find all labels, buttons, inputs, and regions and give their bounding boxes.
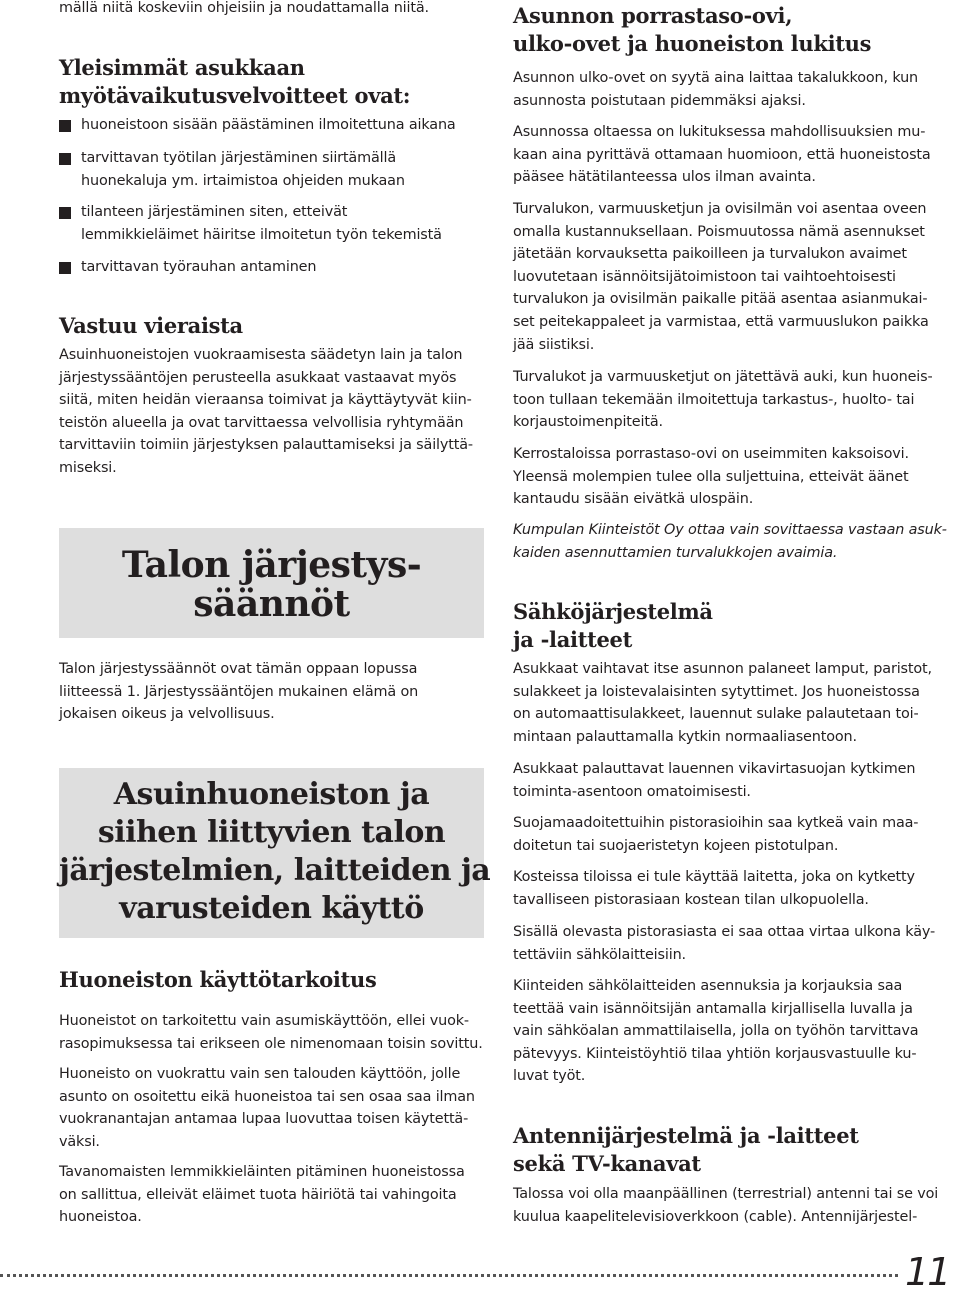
purpose-paragraph <box>59 1161 465 1229</box>
doors-italic-note <box>513 519 947 564</box>
bullet-square-icon <box>59 207 71 219</box>
text-line: kantaudu sisään eivätkä ulospäin. <box>513 491 754 508</box>
text-line: on sallittua, elleivät eläimet tuota häiriötä tai vahingoita <box>59 1186 457 1203</box>
footer-dotted-rule <box>0 1274 898 1277</box>
text-line: Tavanomaisten lemmikkieläinten pitäminen huoneistossa <box>59 1164 465 1180</box>
text-line: tettäviin sähkölaitteisiin. <box>513 946 686 963</box>
bullet-text: tarvittavan työrauhan antaminen <box>81 259 317 275</box>
text-line: Asunnon ulko-ovet on syytä aina laittaa takalukkoon, kun <box>513 70 919 86</box>
text-line: Kumpulan Kiinteistöt Oy ottaa vain sovittaessa vastaan asuk- <box>513 522 947 538</box>
bullet-text: tarvittavan työtilan järjestäminen siirtämällä <box>81 150 396 166</box>
text-line: Huoneisto on vuokrattu vain sen talouden käyttöön, jolle <box>59 1066 461 1082</box>
text-line: jokaisen oikeus ja velvollisuus. <box>59 706 275 723</box>
text-line: Asukkaat palauttavat lauennen vikavirtasuojan kytkimen <box>513 761 916 777</box>
text-line: asunnosta poistutaan pidemmäksi ajaksi. <box>513 92 806 109</box>
text-line: kaan aina pyrittävä ottamaan huomioon, että huoneistosta <box>513 146 931 163</box>
text-line: tavalliseen pistorasiaan kostean tilan ulkopuolella. <box>513 891 869 908</box>
guests-paragraph <box>59 344 473 480</box>
electric-paragraph <box>513 866 915 911</box>
electric-paragraph <box>513 758 915 803</box>
rules-title <box>59 528 484 624</box>
text-line: järjestyssääntöjen perusteella asukkaat vastaavat myös <box>59 369 457 386</box>
electric-heading-line: Sähköjärjestelmä <box>513 599 713 624</box>
electric-heading <box>513 598 713 654</box>
electric-paragraph <box>513 921 935 966</box>
usage-title-line: siihen liittyvien talon <box>97 815 446 850</box>
text-line: Sisällä olevasta pistorasiasta ei saa ottaa virtaa ulkona käy- <box>513 924 936 940</box>
electric-paragraph <box>513 658 932 748</box>
bullet-square-icon <box>59 262 71 274</box>
text-line: Turvalukon, varmuusketjun ja ovisilmän voi asentaa oveen <box>513 201 927 217</box>
text-line: jää siistiksi. <box>513 336 595 353</box>
doors-heading-line: ulko-ovet ja huoneiston lukitus <box>513 31 872 56</box>
bullet-square-icon <box>59 120 71 132</box>
text-line: Turvalukot ja varmuusketjut on jätettävä auki, kun huoneis- <box>513 369 933 385</box>
text-line: turvalukon ja ovisilmän paikalle pitää asentaa asianmukai- <box>513 291 928 308</box>
obligations-heading-line: Yleisimmät asukkaan <box>59 55 305 80</box>
rules-title-line: säännöt <box>193 583 350 625</box>
text-line: Asuinhuoneistojen vuokraamisesta säädetyn lain ja talon <box>59 347 463 363</box>
text-line: rasopimuksessa tai erikseen ole nimenomaan toisin sovittu. <box>59 1035 483 1052</box>
text-line: asunto on osoitettu eikä huoneistoa tai sen osaa saa ilman <box>59 1088 475 1105</box>
doors-paragraph <box>513 198 929 356</box>
doors-paragraph <box>513 67 918 112</box>
bullet-square-icon <box>59 153 71 165</box>
text-line: Kerrostaloissa porrastaso-ovi on useimmiten kaksoisovi. <box>513 446 909 462</box>
text-line: Suojamaadoitettuihin pistorasioihin saa kytkeä vain maa- <box>513 815 919 831</box>
obligations-heading <box>59 54 410 110</box>
rules-title-line: Talon järjestys- <box>121 544 422 586</box>
text-line: Talossa voi olla maanpäällinen (terrestrial) antenni tai se voi <box>513 1186 939 1202</box>
text-line: toon tullaan tekemään ilmoitettuja tarkastus-, huolto- tai <box>513 391 915 408</box>
usage-title-line: Asuinhuoneiston ja <box>113 777 430 812</box>
usage-title-line: varusteiden käyttö <box>119 891 424 926</box>
text-line: Talon järjestyssäännöt ovat tämän oppaan lopussa <box>59 661 418 677</box>
obligations-heading-line: myötävaikutusvelvoitteet ovat: <box>59 83 411 108</box>
text-line: teettää vain isännöitsijän antamalla kirjallisella luvalla ja <box>513 1000 913 1017</box>
rules-paragraph <box>59 658 418 726</box>
bullet-text: huonekaluja ym. irtaimistoa ohjeiden mukaan <box>81 172 405 189</box>
text-line: sulakkeet ja loistevalaisinten sytyttimet. Jos huoneistossa <box>513 683 920 700</box>
text-line: doitetun tai suojaeristetyn kojeen pistotulpan. <box>513 837 839 854</box>
usage-title-line: järjestelmien, laitteiden ja <box>59 853 491 888</box>
text-line: mintaan palauttamalla kytkin normaaliasentoon. <box>513 728 857 745</box>
text-line: siitä, miten heidän vieraansa toimivat ja käyttäytyvät kiin- <box>59 392 472 409</box>
text-line: väksi. <box>59 1133 100 1150</box>
bullet-text: lemmikkieläimet häiritse ilmoitetun työn tekemistä <box>81 226 442 243</box>
text-line: korjaustoimenpiteitä. <box>513 414 663 431</box>
antenna-paragraph <box>513 1183 938 1228</box>
doors-heading <box>513 2 871 58</box>
purpose-paragraph <box>59 1010 483 1055</box>
text-line: Huoneistot on tarkoitettu vain asumiskäyttöön, ellei vuok- <box>59 1013 469 1029</box>
text-line: omalla kustannuksellaan. Poismuutossa nämä asennukset <box>513 223 925 240</box>
electric-paragraph <box>513 975 918 1088</box>
electric-heading-line: ja -laitteet <box>513 627 633 652</box>
page-number: 11 <box>905 1250 950 1294</box>
electric-paragraph <box>513 812 918 857</box>
rules-title-band <box>59 528 484 638</box>
text-line: Yleensä molempien tulee olla suljettuina, etteivät äänet <box>513 468 909 485</box>
text-line: toiminta-asentoon omatoimisesti. <box>513 783 751 800</box>
text-line: Asukkaat vaihtavat itse asunnon palaneet lamput, paristot, <box>513 661 932 677</box>
text-line: Asunnossa oltaessa on lukituksessa mahdollisuuksien mu- <box>513 124 926 140</box>
doors-heading-line: Asunnon porrastaso-ovi, <box>513 3 793 28</box>
text-line: miseksi. <box>59 459 117 476</box>
usage-title <box>59 768 491 928</box>
antenna-heading-line: Antennijärjestelmä ja -laitteet <box>513 1123 859 1148</box>
doors-paragraph <box>513 366 933 434</box>
intro-line: mällä niitä koskeviin ohjeisiin ja noudattamalla niitä. <box>59 0 429 16</box>
guests-heading: Vastuu vieraista <box>59 313 243 338</box>
text-line: pääsee hätätilanteessa ulos ilman avainta. <box>513 169 816 186</box>
text-line: Kosteissa tiloissa ei tule käyttää laitetta, joka on kytketty <box>513 869 915 885</box>
bullet-text: huoneistoon sisään päästäminen ilmoitettuna aikana <box>81 117 456 133</box>
text-line: jätetään korvauksetta paikoilleen ja turvalukon avaimet <box>513 246 907 263</box>
text-line: Kiinteiden sähkölaitteiden asennuksia ja korjauksia saa <box>513 978 903 994</box>
usage-title-band <box>59 768 491 938</box>
text-line: luvat työt. <box>513 1068 586 1085</box>
antenna-heading-line: sekä TV-kanavat <box>513 1151 701 1176</box>
text-line: kuulua kaapelitelevisioverkkoon (cable). Antennijärjestel- <box>513 1208 918 1225</box>
purpose-paragraph <box>59 1063 475 1153</box>
bullet-text: tilanteen järjestäminen siten, etteivät <box>81 204 348 220</box>
text-line: liitteessä 1. Järjestyssääntöjen mukainen elämä on <box>59 683 419 700</box>
text-line: luovutetaan isännöitsijätoimistoon tai vaihtoehtoisesti <box>513 268 896 285</box>
text-line: on automaattisulakkeet, lauennut sulake palautetaan toi- <box>513 706 919 723</box>
text-line: huoneistoa. <box>59 1209 142 1226</box>
text-line: kaiden asennuttamien turvalukkojen avaimia. <box>513 544 838 561</box>
antenna-heading <box>513 1122 859 1178</box>
text-line: set peitekappaleet ja varmistaa, että varmuuslukon paikka <box>513 313 929 330</box>
text-line: teistön alueella ja ovat tarvittaessa velvollisia ryhtymään <box>59 414 464 431</box>
text-line: vuokranantajan antamaa lupaa luovuttaa toisen käytettä- <box>59 1111 469 1128</box>
purpose-heading: Huoneiston käyttötarkoitus <box>59 967 377 992</box>
text-line: vain sähköalan ammattilaisella, jolla on työhön tarvittava <box>513 1023 919 1040</box>
doors-paragraph <box>513 443 909 511</box>
doors-paragraph <box>513 121 931 189</box>
text-line: tarvittaviin toimiin järjestyksen palauttamiseksi ja säilyttä- <box>59 437 473 454</box>
text-line: pätevyys. Kiinteistöyhtiö tilaa yhtiön korjausvastuulle ku- <box>513 1045 917 1062</box>
